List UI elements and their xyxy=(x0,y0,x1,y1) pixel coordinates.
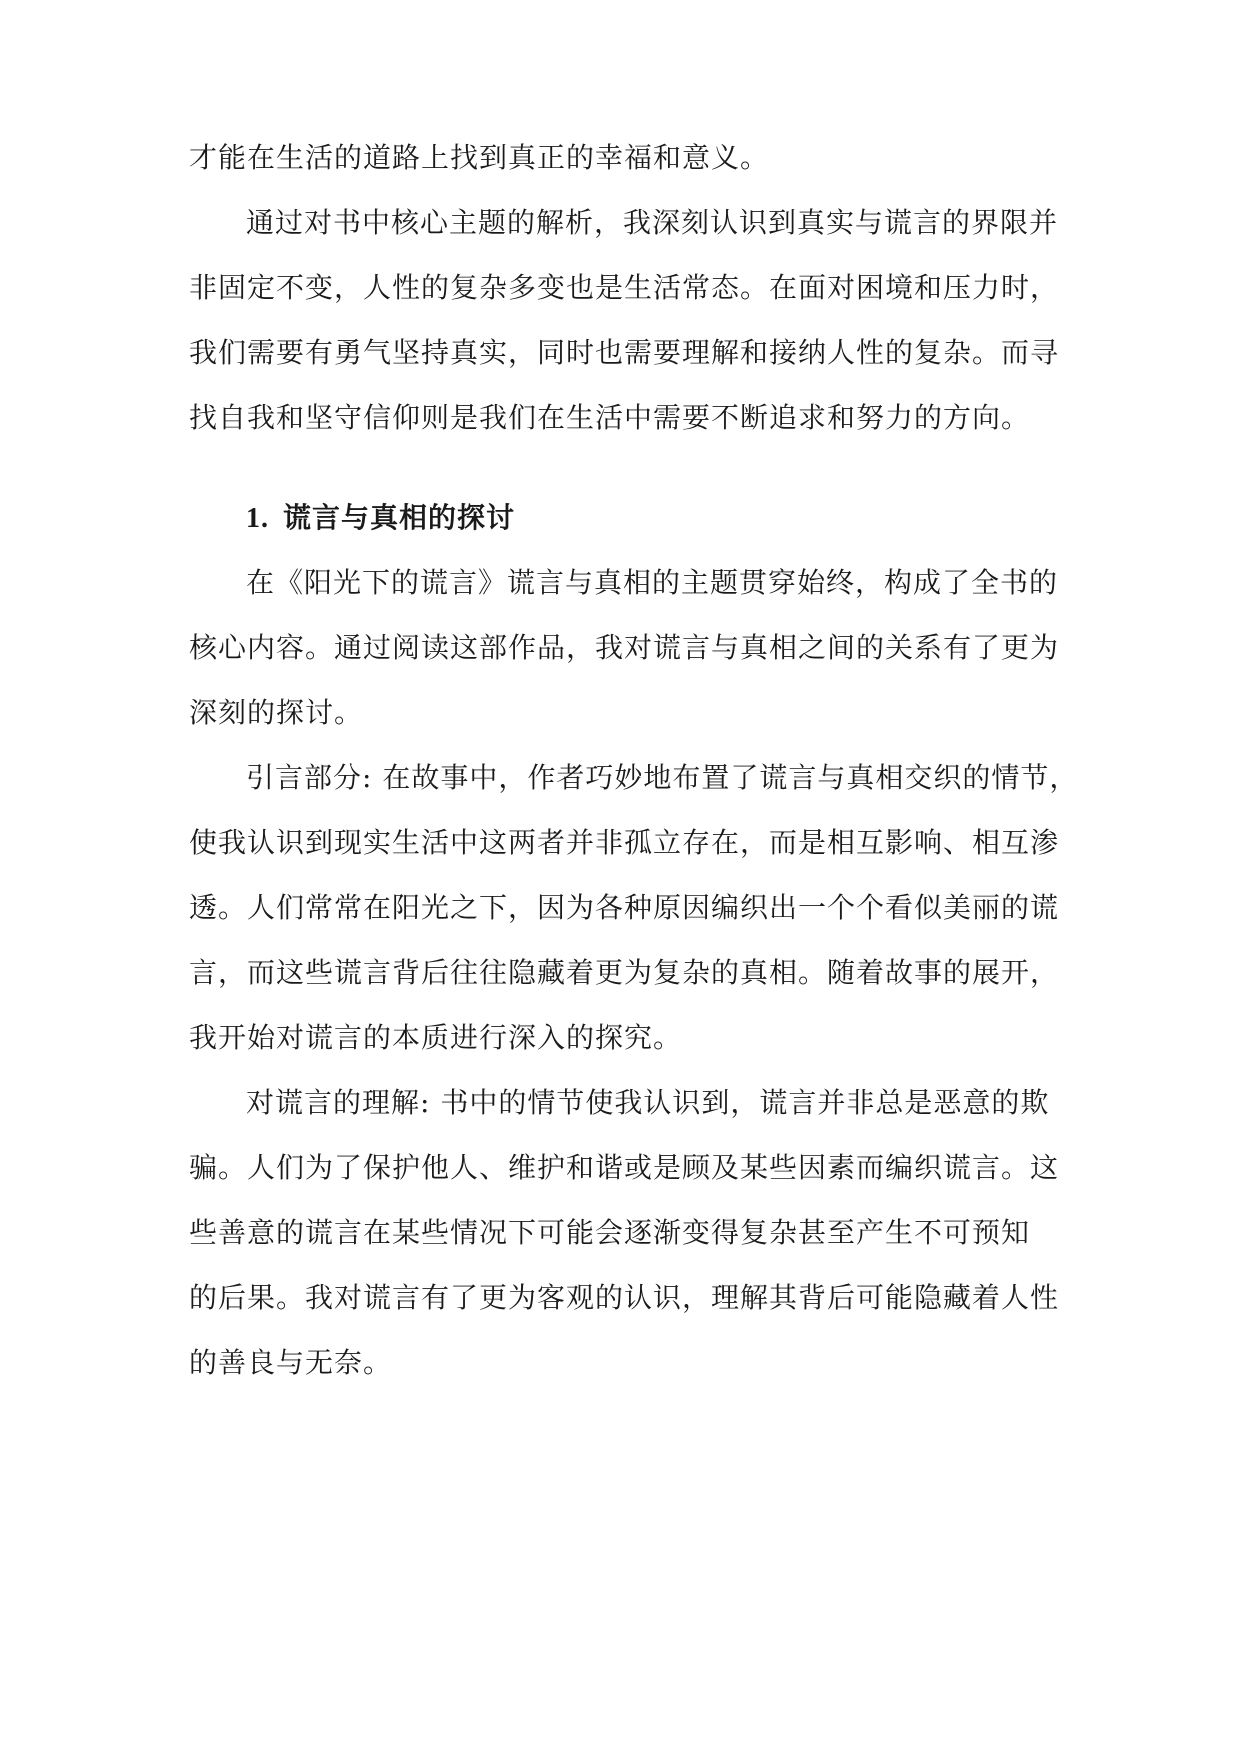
paragraph-4-line-3: 透。人们常常在阳光之下，因为各种原因编织出一个个看似美丽的谎 xyxy=(189,891,1060,924)
paragraph-3-line-1: 在《阳光下的谎言》谎言与真相的主题贯穿始终，构成了全书的 xyxy=(246,566,1059,599)
paragraph-4-line-2: 使我认识到现实生活中这两者并非孤立存在，而是相互影响、相互渗 xyxy=(189,826,1060,859)
paragraph-1-line-1: 才能在生活的道路上找到真正的幸福和意义。 xyxy=(189,141,770,174)
paragraph-4-line-4: 言，而这些谎言背后往往隐藏着更为复杂的真相。随着故事的展开， xyxy=(189,956,1060,989)
paragraph-4-line-5: 我开始对谎言的本质进行深入的探究。 xyxy=(189,1021,683,1054)
paragraph-3-line-2: 核心内容。通过阅读这部作品，我对谎言与真相之间的关系有了更为 xyxy=(189,631,1060,664)
paragraph-2-line-3: 我们需要有勇气坚持真实，同时也需要理解和接纳人性的复杂。而寻 xyxy=(189,336,1060,369)
paragraph-4-line-1: 引言部分: 在故事中，作者巧妙地布置了谎言与真相交织的情节， xyxy=(246,761,1079,794)
paragraph-2-line-1: 通过对书中核心主题的解析，我深刻认识到真实与谎言的界限并 xyxy=(246,206,1059,239)
paragraph-5-line-4: 的后果。我对谎言有了更为客观的认识，理解其背后可能隐藏着人性 xyxy=(189,1281,1060,1314)
section-heading xyxy=(246,498,515,539)
paragraph-5-line-1: 对谎言的理解: 书中的情节使我认识到，谎言并非总是恶意的欺 xyxy=(246,1086,1050,1119)
paragraph-2-line-2: 非固定不变，人性的复杂多变也是生活常态。在面对困境和压力时， xyxy=(189,271,1060,304)
paragraph-5-line-2: 骗。人们为了保护他人、维护和谐或是顾及某些因素而编织谎言。这 xyxy=(189,1151,1060,1184)
section-title: 谎言与真相的探讨 xyxy=(283,501,516,534)
paragraph-3-line-3: 深刻的探讨。 xyxy=(189,696,364,729)
paragraph-5-line-3: 些善意的谎言在某些情况下可能会逐渐变得复杂甚至产生不可预知 xyxy=(189,1216,1031,1249)
section-number: 1. xyxy=(246,503,269,534)
paragraph-5-line-5: 的善良与无奈。 xyxy=(189,1346,393,1379)
paragraph-2-line-4: 找自我和坚守信仰则是我们在生活中需要不断追求和努力的方向。 xyxy=(189,401,1031,434)
